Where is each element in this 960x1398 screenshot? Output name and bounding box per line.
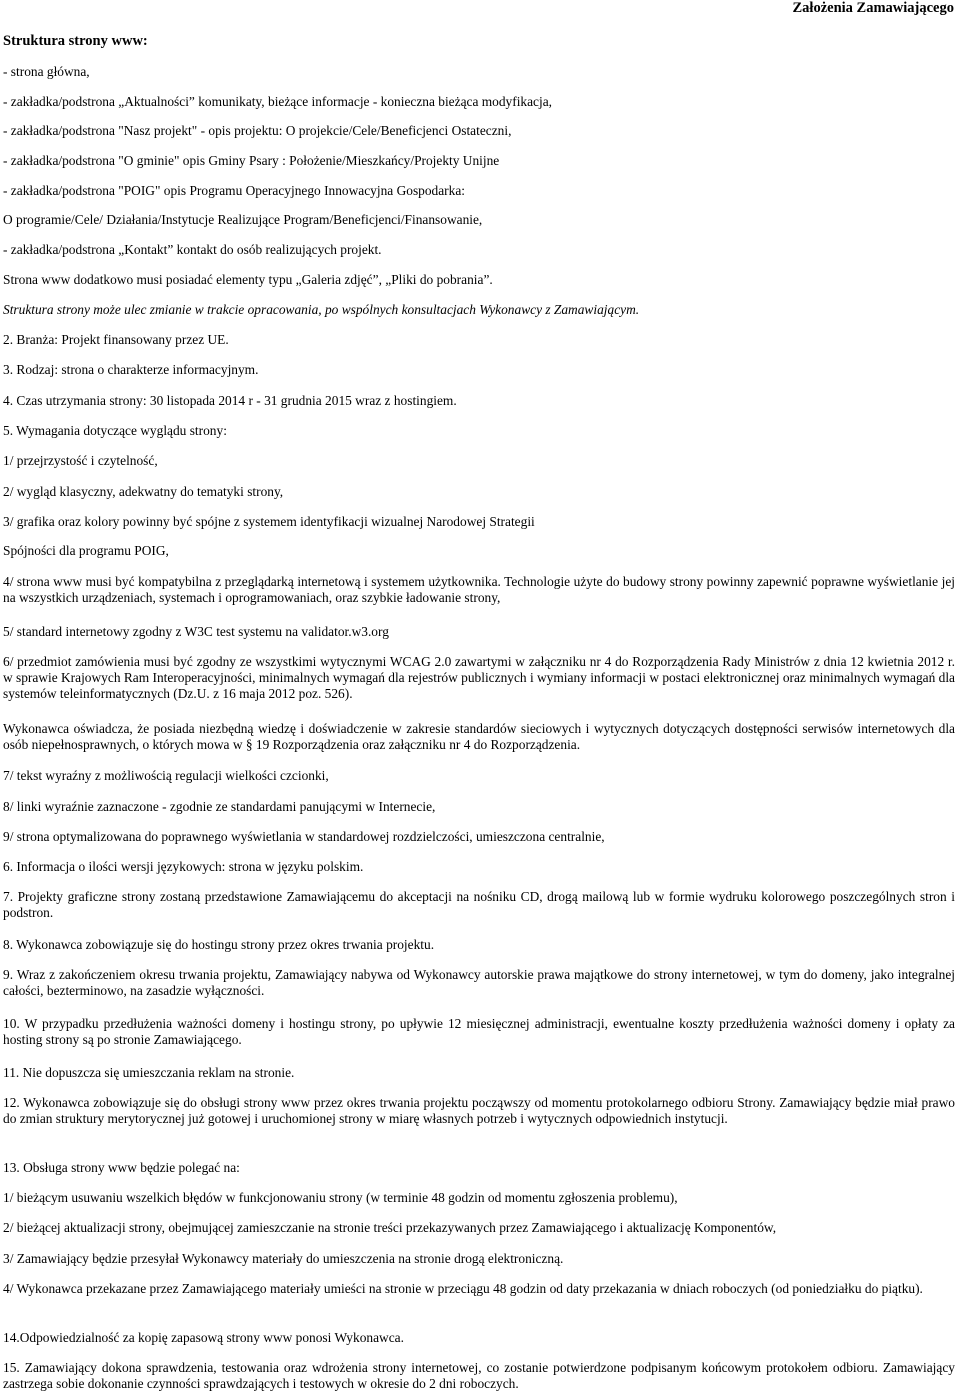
paragraph: - zakładka/podstrona „Kontakt” kontakt do osób realizujących projekt. bbox=[3, 242, 382, 257]
paragraph: 8/ linki wyraźnie zaznaczone - zgodnie ze standardami panującymi w Internecie, bbox=[3, 799, 436, 814]
paragraph: - zakładka/podstrona "O gminie" opis Gminy Psary : Położenie/Mieszkańcy/Projekty Unijne bbox=[3, 153, 500, 168]
paragraph: - zakładka/podstrona „Aktualności” komunikaty, bieżące informacje - konieczna bieżąca modyfikacja, bbox=[3, 94, 553, 109]
paragraph: 3/ Zamawiający będzie przesyłał Wykonawcy materiały do umieszczenia na stronie drogą elektroniczną. bbox=[3, 1251, 564, 1266]
paragraph: - zakładka/podstrona "POIG" opis Programu Operacyjnego Innowacyjna Gospodarka: bbox=[3, 183, 465, 198]
paragraph: 3. Rodzaj: strona o charakterze informacyjnym. bbox=[3, 362, 259, 377]
paragraph: 7. Projekty graficzne strony zostaną przedstawione Zamawiającemu do akceptacji na nośniku CD, drogą mailową lub w formie wydruku kolorowego poszczególnych stron i podstron. bbox=[3, 889, 955, 920]
paragraph: 6. Informacja o ilości wersji językowych: strona w języku polskim. bbox=[3, 859, 364, 874]
note-paragraph: Struktura strony może ulec zmianie w trakcie opracowania, po wspólnych konsultacjach Wykonawcy z Zamawiającym. bbox=[3, 302, 640, 317]
paragraph: Wykonawca oświadcza, że posiada niezbędną wiedzę i doświadczenie w zakresie standardów sieciowych i wytycznych dotyczących dostępności serwisów internetowych dla osób niepełnosprawnych, o których mowa w § 19 Rozporządzenia oraz załączniku nr 4 do Rozporządzenia. bbox=[3, 721, 955, 752]
paragraph: - zakładka/podstrona "Nasz projekt" - opis projektu: O projekcie/Cele/Beneficjenci Ostateczni, bbox=[3, 123, 512, 138]
paragraph: 10. W przypadku przedłużenia ważności domeny i hostingu strony, po upływie 12 miesięcznej administracji, ewentualne koszty przedłużenia ważności domeny i opłaty za hosting strony są po stronie Zamawiającego. bbox=[3, 1016, 955, 1047]
paragraph: 2/ wygląd klasyczny, adekwatny do tematyki strony, bbox=[3, 484, 284, 499]
paragraph: 1/ bieżącym usuwaniu wszelkich błędów w funkcjonowaniu strony (w terminie 48 godzin od momentu zgłoszenia problemu), bbox=[3, 1190, 678, 1205]
paragraph: 3/ grafika oraz kolory powinny być spójne z systemem identyfikacji wizualnej Narodowej Strategii bbox=[3, 514, 535, 529]
paragraph: 14.Odpowiedzialność za kopię zapasową strony www ponosi Wykonawca. bbox=[3, 1330, 404, 1345]
paragraph: 13. Obsługa strony www będzie polegać na: bbox=[3, 1160, 240, 1175]
paragraph: - strona główna, bbox=[3, 64, 90, 79]
paragraph: 15. Zamawiający dokona sprawdzenia, testowania oraz wdrożenia strony internetowej, co zostanie potwierdzone podpisanym końcowym protokołem odbioru. Zamawiający zastrzega sobie dokonanie czynności sprawdzających i testowych w okresie do 2 dni roboczych. bbox=[3, 1360, 955, 1391]
paragraph: 8. Wykonawca zobowiązuje się do hostingu strony przez okres trwania projektu. bbox=[3, 937, 435, 952]
paragraph: 9. Wraz z zakończeniem okresu trwania projektu, Zamawiający nabywa od Wykonawcy autorskie prawa majątkowe do strony internetowej, w tym do domeny, jako integralnej całości, bezterminowo, na zasadzie wyłączności. bbox=[3, 967, 955, 998]
section-title: Struktura strony www: bbox=[3, 33, 148, 49]
paragraph: 1/ przejrzystość i czytelność, bbox=[3, 453, 158, 468]
paragraph: 2/ bieżącej aktualizacji strony, obejmującej zamieszczanie na stronie treści przekazywanych przez Zamawiającego i aktualizację Komponentów, bbox=[3, 1220, 777, 1235]
paragraph: 12. Wykonawca zobowiązuje się do obsługi strony www przez okres trwania projektu począwszy od momentu protokolarnego odbioru Strony. Zamawiający będzie miał prawo do zmian struktury merytorycznej już gotowej i uruchomionej strony w miarę własnych potrzeb i wytycznych odpowiednich instytucji. bbox=[3, 1095, 955, 1126]
paragraph: Spójności dla programu POIG, bbox=[3, 543, 169, 558]
paragraph: 11. Nie dopuszcza się umieszczania reklam na stronie. bbox=[3, 1065, 295, 1080]
paragraph: 7/ tekst wyraźny z możliwością regulacji wielkości czcionki, bbox=[3, 768, 329, 783]
page-header: Założenia Zamawiającego bbox=[792, 0, 954, 16]
paragraph: 4/ Wykonawca przekazane przez Zamawiającego materiały umieści na stronie w przeciągu 48 godzin od daty przekazania w dniach roboczych (od poniedziałku do piątku). bbox=[3, 1281, 923, 1296]
paragraph: O programie/Cele/ Działania/Instytucje Realizujące Program/Beneficjenci/Finansowanie, bbox=[3, 212, 483, 227]
paragraph: 4. Czas utrzymania strony: 30 listopada 2014 r - 31 grudnia 2015 wraz z hostingiem. bbox=[3, 393, 457, 408]
paragraph: 9/ strona optymalizowana do poprawnego wyświetlania w standardowej rozdzielczości, umieszczona centralnie, bbox=[3, 829, 605, 844]
paragraph: Strona www dodatkowo musi posiadać elementy typu „Galeria zdjęć”, „Pliki do pobrania”. bbox=[3, 272, 493, 287]
paragraph: 5/ standard internetowy zgodny z W3C test systemu na validator.w3.org bbox=[3, 624, 389, 639]
paragraph: 6/ przedmiot zamówienia musi być zgodny ze wszystkimi wytycznymi WCAG 2.0 zawartymi w załączniku nr 4 do Rozporządzenia Rady Ministrów z dnia 12 kwietnia 2012 r. w sprawie Krajowych Ram Interoperacyjności, minimalnych wymagań dla rejestrów publicznych i wymiany informacji w postaci elektronicznej oraz minimalnych wymagań dla systemów teleinformatycznych (Dz.U. z 16 maja 2012 poz. 526). bbox=[3, 654, 955, 701]
paragraph: 5. Wymagania dotyczące wyglądu strony: bbox=[3, 423, 227, 438]
paragraph: 4/ strona www musi być kompatybilna z przeglądarką internetową i systemem użytkownika. Technologie użyte do budowy strony powinny zapewnić poprawne wyświetlanie jej na wszystkich urządzeniach, systemach i oprogramowaniach, oraz szybkie ładowanie strony, bbox=[3, 574, 955, 605]
paragraph: 2. Branża: Projekt finansowany przez UE. bbox=[3, 332, 229, 347]
